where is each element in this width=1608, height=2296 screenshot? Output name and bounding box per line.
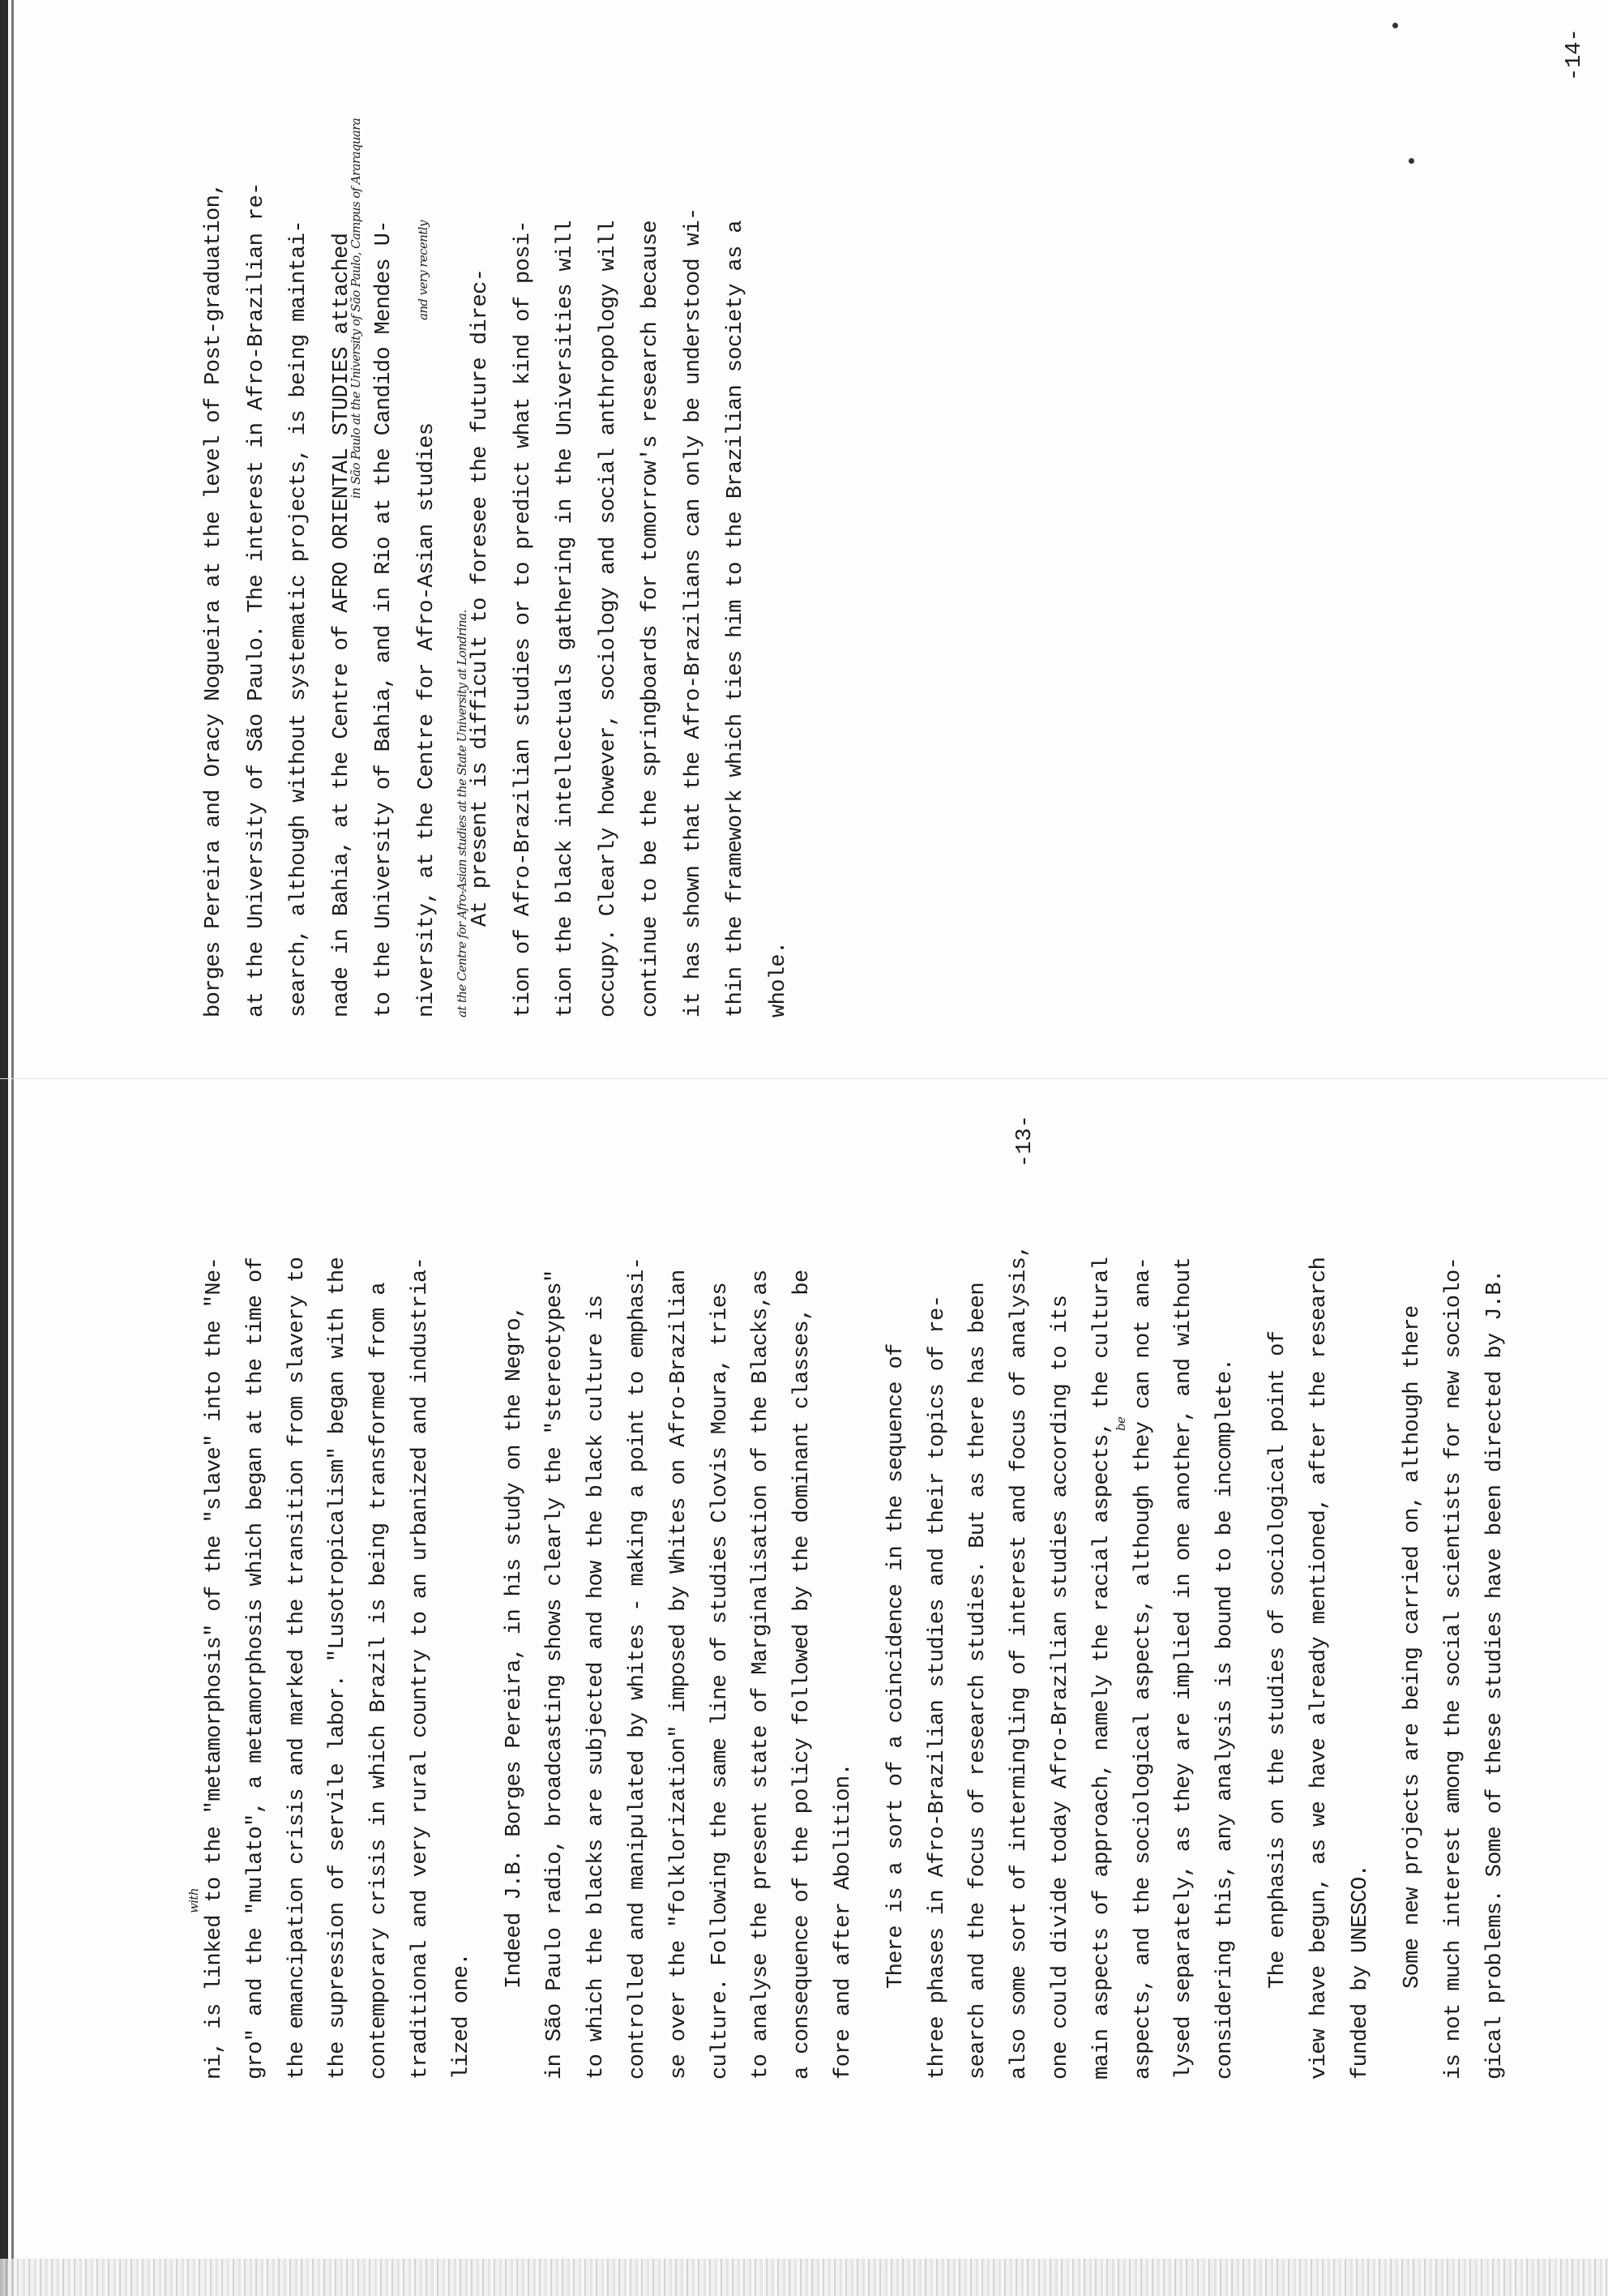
handwritten-annotation: and very recently <box>415 221 430 320</box>
text-line: whole. <box>766 941 791 1017</box>
text-line: lysed separately, as they are implied in one another, and without <box>1172 1257 1197 2080</box>
text-line: se over the "folklorization" imposed by Whites on Afro-Brazilian <box>666 1270 691 2080</box>
text-line: main aspects of approach, namely the racial aspects, the cultural <box>1089 1257 1114 2080</box>
text-line: controlled and manipulated by whites - making a point to emphasi- <box>625 1257 650 2080</box>
text-line: culture. Following the same line of studies Clovis Moura, tries <box>708 1283 733 2080</box>
text-line: occupy. Clearly however, sociology and social anthropology will <box>596 221 621 1017</box>
scan-left-edge <box>0 0 8 2296</box>
text-line: search and the focus of research studies. But as there has been <box>966 1283 991 2080</box>
text-line: is not much interest among the social scientists for new sociolo- <box>1442 1257 1467 2080</box>
text-line: borges Pereira and Oracy Nogueira at the level of Post-graduation, <box>202 182 226 1017</box>
handwritten-annotation: with <box>186 1888 201 1913</box>
text-line: view have begun, as we have already mentioned, after the research <box>1306 1257 1332 2080</box>
text-line: continue to be the springboards for tomorrow's research because <box>639 221 663 1017</box>
text-line: traditional and very rural country to an urbanized and industria- <box>408 1257 433 2080</box>
text-line: three phases in Afro-Brazilian studies and their topics of re- <box>925 1295 950 2080</box>
text-line: lized one. <box>449 1952 474 2080</box>
paragraph-gap <box>1247 1131 1258 2080</box>
paragraph-gap <box>483 1131 494 2080</box>
text-line: the emancipation crisis and marked the transition from slavery to <box>284 1257 310 2080</box>
scan-left-edge-shadow <box>11 0 14 2296</box>
text-line: also some sort of intermingling of interest and focus of analysis, <box>1007 1244 1033 2080</box>
text-line: There is a sort of a coincidence in the sequence of <box>883 1343 909 1989</box>
text-line: it has shown that the Afro-Brazilians can only be understood wi- <box>681 208 706 1017</box>
page-fold-line <box>0 1078 1608 1079</box>
page-14-text <box>193 109 800 1017</box>
text-line: in São Paulo radio, broadcasting shows clearly the "stereotypes" <box>543 1270 568 2080</box>
text-line: niversity, at the Centre for Afro-Asian studies and very recently <box>414 221 439 1017</box>
page-13-text <box>186 1131 1516 2080</box>
text-line: The enphasis on the studies of sociological point of <box>1265 1330 1290 1989</box>
scan-speck <box>1409 158 1414 164</box>
text-line: at the University of São Paulo. The interest in Afro-Brazilian re- <box>244 182 269 1017</box>
text-line: thin the framework which ties him to the Brazilian society as a <box>724 221 748 1017</box>
text-line: tion the black intellectuals gathering in the Universities will <box>554 221 578 1017</box>
text-line: considering this, any analysis is bound to be incomplete. <box>1213 1358 1238 2080</box>
text-line: Some new projects are being carried on, although there <box>1401 1305 1426 1989</box>
handwritten-annotation: in São Paulo at the University of São Paulo, Campus of Araraquara <box>348 118 363 499</box>
text-line: a consequence of the policy followed by the dominant classes, be <box>790 1270 815 2080</box>
text-line: to the University of Bahia, and in Rio at the Candido Mendes U- <box>372 221 396 1017</box>
text-line: At present is difficult to foresee the future direc- at the Centre for Afro-Asian studies at the State University at Londrina. <box>455 268 493 1017</box>
paragraph-gap <box>1381 1131 1392 2080</box>
paragraph-gap <box>865 1131 876 2080</box>
page-number-14: -14- <box>1563 28 1587 81</box>
text-line: to which the blacks are subjected and how the black culture is <box>584 1295 609 2080</box>
text-line: the supression of servile labor. "Lusotropicalism" began with the <box>326 1257 351 2080</box>
text-line: fore and after Abolition. <box>831 1763 856 2080</box>
text-line: funded by UNESCO. <box>1348 1864 1373 2080</box>
text-line: tion of Afro-Brazilian studies or to predict what kind of posi- <box>511 221 536 1017</box>
text-line: nade in Bahia, at the Centre of AFRO ORIENTAL STUDIES attached in São Paulo at the University of São Paulo, Campus of Araraquara <box>329 118 363 1017</box>
text-line: to analyse the present state of Marginalisation of the Blacks,as <box>749 1270 774 2080</box>
handwritten-annotation: be <box>1113 1416 1128 1431</box>
text-line: one could divide today Afro-Brazilian studies according to its <box>1048 1295 1073 2080</box>
text-line: aspects, and the sociological aspects, although they can not ana- be <box>1113 1257 1156 2080</box>
text-line: contemporary crisis in which Brazil is being transformed from a <box>367 1283 392 2080</box>
scan-speck <box>1392 23 1398 28</box>
text-line: ni, is linked to the "metamorphosis" of the "slave" into the "Ne- with <box>186 1257 227 2080</box>
text-line: gro" and the "mulato", a metamorphosis which began at the time of <box>243 1257 268 2080</box>
text-line: Indeed J.B. Borges Pereira, in his study on the Negro, <box>502 1305 527 1989</box>
handwritten-annotation: at the Centre for Afro-Asian studies at the State University at Londrina. <box>455 610 469 1017</box>
text-line: search, although without systematic projects, is being maintai- <box>287 221 311 1017</box>
scan-bottom-noise <box>0 2259 1608 2296</box>
text-line: gical problems. Some of these studies have been directed by J.B. <box>1482 1270 1508 2080</box>
page-number-13: -13- <box>1013 1115 1037 1167</box>
